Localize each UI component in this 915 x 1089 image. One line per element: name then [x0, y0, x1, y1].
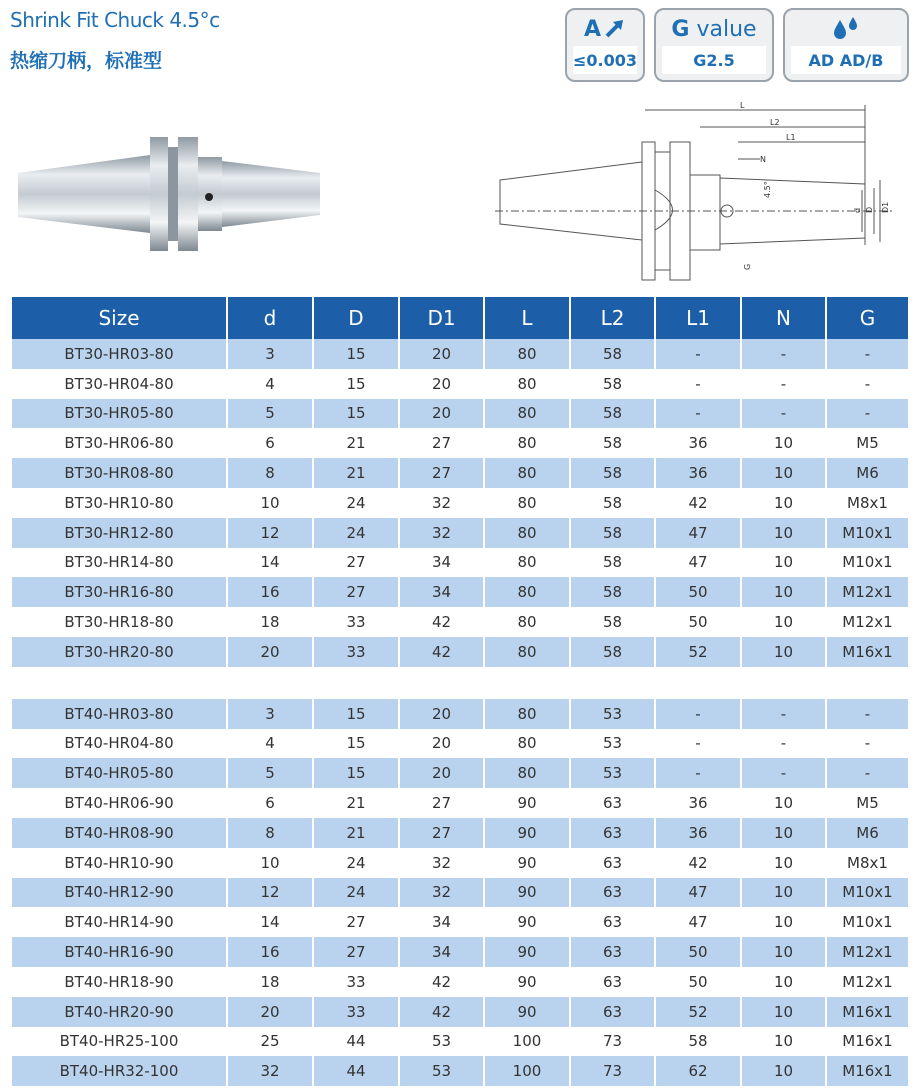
table-cell: 15	[313, 699, 399, 729]
table-cell: 15	[313, 758, 399, 788]
table-cell: 36	[655, 458, 741, 488]
table-cell: 5	[227, 758, 313, 788]
table-cell: 10	[741, 967, 826, 997]
angle-label: 4.5°	[763, 181, 772, 198]
table-cell: 42	[655, 848, 741, 878]
column-header: L1	[655, 297, 741, 339]
table-cell: 21	[313, 818, 399, 848]
table-cell: 42	[399, 967, 484, 997]
table-cell: -	[741, 758, 826, 788]
table-cell: 32	[227, 1056, 313, 1086]
table-cell: 63	[570, 907, 655, 937]
table-cell: 10	[741, 848, 826, 878]
table-cell: 4	[227, 369, 313, 399]
table-cell: 58	[570, 548, 655, 578]
table-cell: BT40-HR32-100	[12, 1056, 227, 1086]
table-row	[12, 699, 908, 729]
group-spacer	[12, 667, 908, 699]
column-header: G	[826, 297, 908, 339]
table-cell: BT30-HR08-80	[12, 458, 227, 488]
table-cell: 27	[399, 458, 484, 488]
table-cell: 3	[227, 699, 313, 729]
table-cell: 24	[313, 848, 399, 878]
table-cell: 53	[570, 758, 655, 788]
table-cell: BT30-HR20-80	[12, 637, 227, 667]
table-row	[12, 369, 908, 399]
table-cell: 58	[570, 577, 655, 607]
table-cell: 27	[399, 788, 484, 818]
table-cell: 10	[741, 488, 826, 518]
table-row	[12, 967, 908, 997]
table-cell: -	[741, 339, 826, 369]
table-cell: 10	[741, 458, 826, 488]
table-row	[12, 848, 908, 878]
table-cell: 47	[655, 548, 741, 578]
table-cell: BT30-HR04-80	[12, 369, 227, 399]
table-cell: 10	[741, 907, 826, 937]
table-row	[12, 758, 908, 788]
table-cell: 15	[313, 369, 399, 399]
dim-D-label: D	[865, 206, 874, 213]
table-cell: BT40-HR05-80	[12, 758, 227, 788]
table-cell: 90	[484, 788, 570, 818]
column-header: L	[484, 297, 570, 339]
dim-L2-label: L2	[770, 118, 780, 127]
table-cell: 32	[399, 878, 484, 908]
table-cell: BT40-HR18-90	[12, 967, 227, 997]
table-cell: 90	[484, 907, 570, 937]
table-cell: BT40-HR03-80	[12, 699, 227, 729]
table-cell: -	[864, 374, 871, 393]
drops-icon	[831, 16, 861, 42]
table-cell: 24	[313, 878, 399, 908]
table-cell: 10	[227, 488, 313, 518]
table-cell: 58	[570, 339, 655, 369]
table-cell: BT40-HR25-100	[12, 1027, 227, 1057]
table-cell: 50	[655, 607, 741, 637]
table-cell: -	[741, 729, 826, 759]
table-cell: 80	[484, 637, 570, 667]
table-cell: 90	[484, 937, 570, 967]
table-cell: 47	[655, 518, 741, 548]
table-cell: 10	[741, 577, 826, 607]
table-cell: 12	[227, 878, 313, 908]
table-row	[12, 937, 908, 967]
table-cell: -	[826, 699, 908, 729]
table-cell: BT40-HR06-90	[12, 788, 227, 818]
table-cell: 16	[227, 937, 313, 967]
table-cell: M16x1	[826, 1056, 908, 1086]
table-cell: 25	[227, 1027, 313, 1057]
table-cell: 32	[399, 488, 484, 518]
table-cell: BT30-HR03-80	[12, 339, 227, 369]
table-cell: 34	[399, 577, 484, 607]
table-cell: 33	[313, 637, 399, 667]
table-cell: 10	[741, 818, 826, 848]
table-cell: 27	[313, 907, 399, 937]
table-cell: 10	[741, 518, 826, 548]
table-cell: 20	[399, 729, 484, 759]
table-cell: 42	[655, 488, 741, 518]
table-cell: 80	[484, 518, 570, 548]
table-cell: M12x1	[826, 577, 908, 607]
dim-D1-label: D1	[881, 201, 890, 213]
table-cell: 63	[570, 848, 655, 878]
table-cell: 10	[741, 428, 826, 458]
table-cell: BT30-HR16-80	[12, 577, 227, 607]
table-cell: 24	[313, 518, 399, 548]
table-cell: -	[741, 399, 826, 429]
table-cell: M12x1	[826, 937, 908, 967]
table-cell: 42	[399, 997, 484, 1027]
table-cell: M16x1	[842, 1032, 893, 1051]
table-cell: M10x1	[826, 878, 908, 908]
table-cell: 58	[655, 1027, 741, 1057]
table-cell: 27	[399, 428, 484, 458]
table-cell: M16x1	[826, 637, 908, 667]
table-cell: M12x1	[842, 972, 893, 991]
table-cell: 10	[741, 937, 826, 967]
table-header-row	[12, 297, 908, 339]
balance-value: G2.5	[662, 46, 766, 74]
table-cell: 63	[570, 937, 655, 967]
table-cell: 20	[399, 339, 484, 369]
table-cell: 21	[313, 428, 399, 458]
table-cell: -	[826, 758, 908, 788]
table-cell: 53	[570, 729, 655, 759]
table-cell: 27	[313, 937, 399, 967]
table-cell: 58	[570, 637, 655, 667]
title-chinese: 热缩刀柄，标准型	[10, 50, 163, 72]
table-row	[12, 907, 908, 937]
table-cell: 62	[655, 1056, 741, 1086]
table-cell: 90	[484, 848, 570, 878]
table-cell: 10	[741, 1056, 826, 1086]
table-cell: 80	[484, 458, 570, 488]
table-row	[12, 428, 908, 458]
table-cell: 10	[227, 848, 313, 878]
table-cell: BT40-HR04-80	[12, 729, 227, 759]
table-cell: M8x1	[847, 493, 888, 512]
table-cell: 58	[570, 399, 655, 429]
table-cell: M6	[826, 458, 908, 488]
dim-N-label: N	[760, 155, 766, 164]
table-cell: BT40-HR08-90	[12, 818, 227, 848]
table-cell: 8	[227, 458, 313, 488]
dim-d-label: d	[853, 207, 862, 213]
table-cell: 6	[227, 428, 313, 458]
table-cell: 63	[570, 788, 655, 818]
column-header: N	[741, 297, 826, 339]
table-cell: 50	[655, 577, 741, 607]
coolant-value: AD AD/B	[791, 46, 901, 74]
table-cell: M6	[826, 818, 908, 848]
table-cell: 80	[484, 428, 570, 458]
table-row	[12, 788, 908, 818]
column-header: d	[227, 297, 313, 339]
table-cell: 33	[313, 967, 399, 997]
table-cell: 24	[313, 488, 399, 518]
table-cell: BT30-HR10-80	[12, 488, 227, 518]
table-cell: 20	[227, 997, 313, 1027]
table-cell: 53	[570, 699, 655, 729]
table-cell: 15	[313, 339, 399, 369]
table-cell: 10	[741, 788, 826, 818]
table-cell: 10	[741, 1027, 826, 1057]
table-cell: BT30-HR18-80	[12, 607, 227, 637]
table-cell: 52	[655, 637, 741, 667]
table-cell: 80	[484, 399, 570, 429]
table-cell: 18	[227, 967, 313, 997]
table-cell: 90	[484, 967, 570, 997]
table-cell: 14	[227, 548, 313, 578]
table-row	[12, 1027, 908, 1057]
spec-table	[12, 297, 908, 1086]
table-cell: -	[826, 399, 908, 429]
table-cell: M12x1	[842, 613, 893, 632]
table-cell: 10	[741, 607, 826, 637]
table-cell: BT40-HR14-90	[12, 907, 227, 937]
table-cell: BT40-HR12-90	[12, 878, 227, 908]
table-cell: 16	[227, 577, 313, 607]
table-cell: -	[826, 339, 908, 369]
table-cell: 8	[227, 818, 313, 848]
table-cell: -	[741, 699, 826, 729]
table-cell: -	[655, 369, 741, 399]
table-cell: 12	[227, 518, 313, 548]
table-cell: 34	[399, 548, 484, 578]
table-cell: 80	[484, 758, 570, 788]
table-cell: 33	[313, 607, 399, 637]
title-english: Shrink Fit Chuck 4.5°c	[10, 8, 220, 32]
table-cell: 63	[570, 997, 655, 1027]
table-cell: 80	[484, 488, 570, 518]
table-cell: BT40-HR10-90	[12, 848, 227, 878]
table-cell: 36	[655, 788, 741, 818]
table-cell: 58	[570, 488, 655, 518]
table-row	[12, 729, 908, 759]
table-cell: 4	[227, 729, 313, 759]
table-cell: 50	[655, 967, 741, 997]
table-cell: M8x1	[847, 853, 888, 872]
table-cell: 58	[570, 369, 655, 399]
table-cell: 80	[484, 339, 570, 369]
table-cell: M10x1	[842, 913, 893, 932]
table-cell: 100	[484, 1056, 570, 1086]
table-cell: 58	[570, 607, 655, 637]
table-cell: 58	[570, 518, 655, 548]
table-cell: 90	[484, 818, 570, 848]
table-cell: M16x1	[826, 997, 908, 1027]
table-cell: 73	[570, 1056, 655, 1086]
table-cell: BT30-HR12-80	[12, 518, 227, 548]
table-cell: 5	[227, 399, 313, 429]
balance-badge: G value G2.5	[654, 8, 774, 82]
table-row	[12, 488, 908, 518]
table-cell: 15	[313, 729, 399, 759]
accuracy-badge: A ≤0.003	[565, 8, 645, 82]
accuracy-value: ≤0.003	[573, 46, 637, 74]
table-cell: BT40-HR16-90	[12, 937, 227, 967]
table-cell: -	[655, 758, 741, 788]
table-cell: 32	[399, 518, 484, 548]
table-cell: 80	[484, 607, 570, 637]
table-cell: 58	[570, 428, 655, 458]
table-cell: 90	[484, 997, 570, 1027]
table-cell: 47	[655, 878, 741, 908]
table-cell: 80	[484, 369, 570, 399]
dim-L-label: L	[740, 101, 745, 110]
table-row	[12, 399, 908, 429]
table-cell: M10x1	[826, 518, 908, 548]
table-cell: 3	[227, 339, 313, 369]
table-cell: BT30-HR14-80	[12, 548, 227, 578]
column-header: Size	[12, 297, 227, 339]
table-cell: 20	[399, 399, 484, 429]
table-cell: 27	[313, 577, 399, 607]
table-row	[12, 548, 908, 578]
arrow-up-right-icon	[604, 19, 626, 39]
table-cell: 21	[313, 458, 399, 488]
table-cell: 32	[399, 848, 484, 878]
table-cell: 53	[399, 1056, 484, 1086]
table-cell: 34	[399, 907, 484, 937]
table-cell: 44	[313, 1027, 399, 1057]
table-cell: -	[655, 339, 741, 369]
table-cell: 6	[227, 788, 313, 818]
table-cell: 18	[227, 607, 313, 637]
table-row	[12, 518, 908, 548]
table-row	[12, 818, 908, 848]
table-cell: 80	[484, 699, 570, 729]
table-cell: -	[864, 734, 871, 753]
table-cell: 14	[227, 907, 313, 937]
table-row	[12, 878, 908, 908]
table-cell: 10	[741, 637, 826, 667]
table-cell: 20	[399, 699, 484, 729]
table-cell: M10x1	[842, 553, 893, 572]
table-cell: 10	[741, 997, 826, 1027]
table-cell: 15	[313, 399, 399, 429]
table-row	[12, 577, 908, 607]
coolant-badge	[783, 8, 909, 82]
table-cell: 10	[741, 548, 826, 578]
dim-L1-label: L1	[786, 133, 796, 142]
column-header: D1	[399, 297, 484, 339]
table-row	[12, 458, 908, 488]
table-cell: BT30-HR06-80	[12, 428, 227, 458]
dim-G-label: G	[743, 263, 752, 270]
table-cell: 100	[484, 1027, 570, 1057]
table-cell: 27	[399, 818, 484, 848]
table-cell: -	[741, 369, 826, 399]
table-row	[12, 1056, 908, 1086]
table-cell: 58	[570, 458, 655, 488]
table-row	[12, 997, 908, 1027]
table-cell: 53	[399, 1027, 484, 1057]
table-cell: 27	[313, 548, 399, 578]
table-cell: BT40-HR20-90	[12, 997, 227, 1027]
table-cell: 47	[655, 907, 741, 937]
table-row	[12, 607, 908, 637]
table-cell: 36	[655, 428, 741, 458]
table-cell: -	[655, 399, 741, 429]
table-cell: 20	[399, 369, 484, 399]
table-cell: 36	[655, 818, 741, 848]
table-cell: 42	[399, 607, 484, 637]
table-cell: 63	[570, 818, 655, 848]
table-cell: 20	[399, 758, 484, 788]
table-cell: -	[655, 729, 741, 759]
column-header: D	[313, 297, 399, 339]
table-cell: 80	[484, 548, 570, 578]
table-cell: -	[655, 699, 741, 729]
table-cell: M5	[856, 434, 879, 453]
table-cell: 10	[741, 878, 826, 908]
table-row	[12, 637, 908, 667]
product-photo	[10, 125, 330, 265]
table-cell: 90	[484, 878, 570, 908]
column-header: L2	[570, 297, 655, 339]
table-cell: 33	[313, 997, 399, 1027]
table-cell: 34	[399, 937, 484, 967]
table-cell: 80	[484, 577, 570, 607]
table-cell: 52	[655, 997, 741, 1027]
table-cell: 50	[655, 937, 741, 967]
table-cell: 42	[399, 637, 484, 667]
technical-drawing	[490, 100, 900, 285]
table-cell: M5	[856, 794, 879, 813]
table-cell: 63	[570, 878, 655, 908]
table-row	[12, 339, 908, 369]
table-cell: BT30-HR05-80	[12, 399, 227, 429]
table-cell: 44	[313, 1056, 399, 1086]
table-cell: 21	[313, 788, 399, 818]
table-cell: 73	[570, 1027, 655, 1057]
table-cell: 20	[227, 637, 313, 667]
table-cell: 63	[570, 967, 655, 997]
table-cell: 80	[484, 729, 570, 759]
